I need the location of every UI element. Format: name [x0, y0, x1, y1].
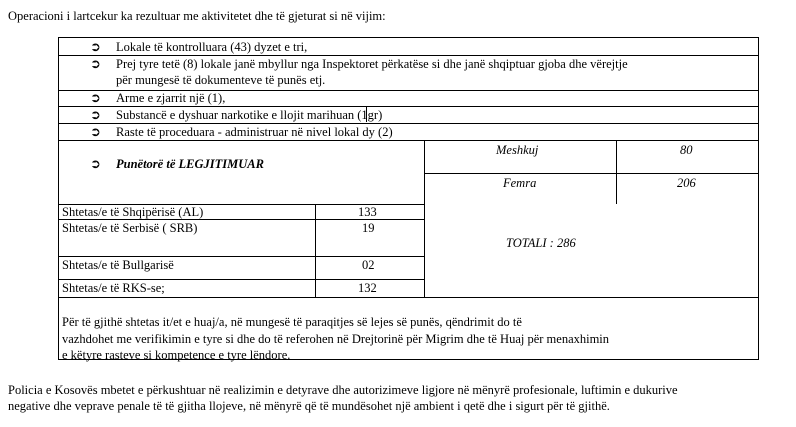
nationality-name: Shtetas/e të Shqipërisë (AL)	[62, 205, 204, 219]
arrow-bullet-icon: ➲	[90, 157, 101, 172]
nationality-count: 133	[358, 205, 377, 219]
arrow-bullet-icon: ➲	[90, 91, 101, 106]
row-divider	[58, 55, 759, 56]
footer-line: negative dhe veprave penale të të gjitha llojeve, në mënyrë që të mundësohet një ambient i qetë dhe i sigurt për të gjithë.	[8, 399, 610, 413]
arrow-bullet-icon: ➲	[90, 40, 101, 55]
row-divider	[58, 106, 759, 107]
note-line: Për të gjithë shtetas it/et e huaj/a, në mungesë të paraqitjes së lejes së punës, qëndrimit do të	[62, 315, 522, 329]
text-cursor	[366, 107, 367, 122]
row-divider	[58, 123, 759, 124]
bullet-text: Lokale të kontrolluara (43) dyzet e tri,	[116, 40, 308, 54]
arrow-bullet-icon: ➲	[90, 57, 101, 72]
bullet-text-continuation: për mungesë të dokumenteve të punës etj.	[116, 73, 326, 87]
nationality-count: 132	[358, 281, 377, 295]
female-value: 206	[677, 176, 696, 190]
workers-label: Punëtorë të LEGJITIMUAR	[116, 157, 264, 171]
arrow-bullet-icon: ➲	[90, 108, 101, 123]
footer-line: Policia e Kosovës mbetet e përkushtuar në realizimin e detyrave dhe autorizimeve ligjore në mënyrë profesionale, luftimin e dukurive	[8, 383, 678, 397]
bullet-text: Prej tyre tetë (8) lokale janë mbyllur nga Inspektoret përkatëse si dhe janë shqiptuar gjoba dhe vërejtje	[116, 57, 628, 71]
bullet-text: Substancë e dyshuar narkotike e llojit marihuan (1gr)	[116, 108, 383, 122]
arrow-bullet-icon: ➲	[90, 125, 101, 140]
male-label: Meshkuj	[496, 143, 539, 157]
note-line: e këtyre rasteve si kompetence e tyre lëndore.	[62, 348, 291, 362]
nationality-count: 02	[362, 258, 375, 272]
nationality-count: 19	[362, 221, 375, 235]
female-label: Femra	[503, 176, 537, 190]
footer-paragraph	[8, 382, 788, 414]
nationality-name: Shtetas/e të RKS-se;	[62, 281, 165, 295]
row-divider	[58, 279, 424, 280]
col-divider	[616, 140, 617, 204]
col-divider	[315, 204, 316, 297]
row-divider	[58, 140, 759, 141]
note-line: vazhdohet me verifikimin e tyre si dhe do të referohen në Drejtorinë për Migrim dhe të Huaj për menaxhimin	[62, 332, 610, 346]
total-label: TOTALI : 286	[506, 236, 576, 250]
row-divider	[58, 256, 424, 257]
row-divider	[424, 173, 759, 174]
nationality-name: Shtetas/e të Bullgarisë	[62, 258, 174, 272]
bullet-text: Arme e zjarrit një (1),	[116, 91, 226, 105]
col-divider	[424, 140, 425, 297]
bullet-text: Raste të proceduara - administruar në nivel lokal dy (2)	[116, 125, 393, 139]
male-value: 80	[680, 143, 693, 157]
intro-text: Operacioni i lartcekur ka rezultuar me aktivitetet dhe të gjeturat si në vijim:	[8, 9, 386, 23]
nationality-name: Shtetas/e të Serbisë ( SRB)	[62, 221, 198, 235]
row-divider	[58, 297, 759, 298]
